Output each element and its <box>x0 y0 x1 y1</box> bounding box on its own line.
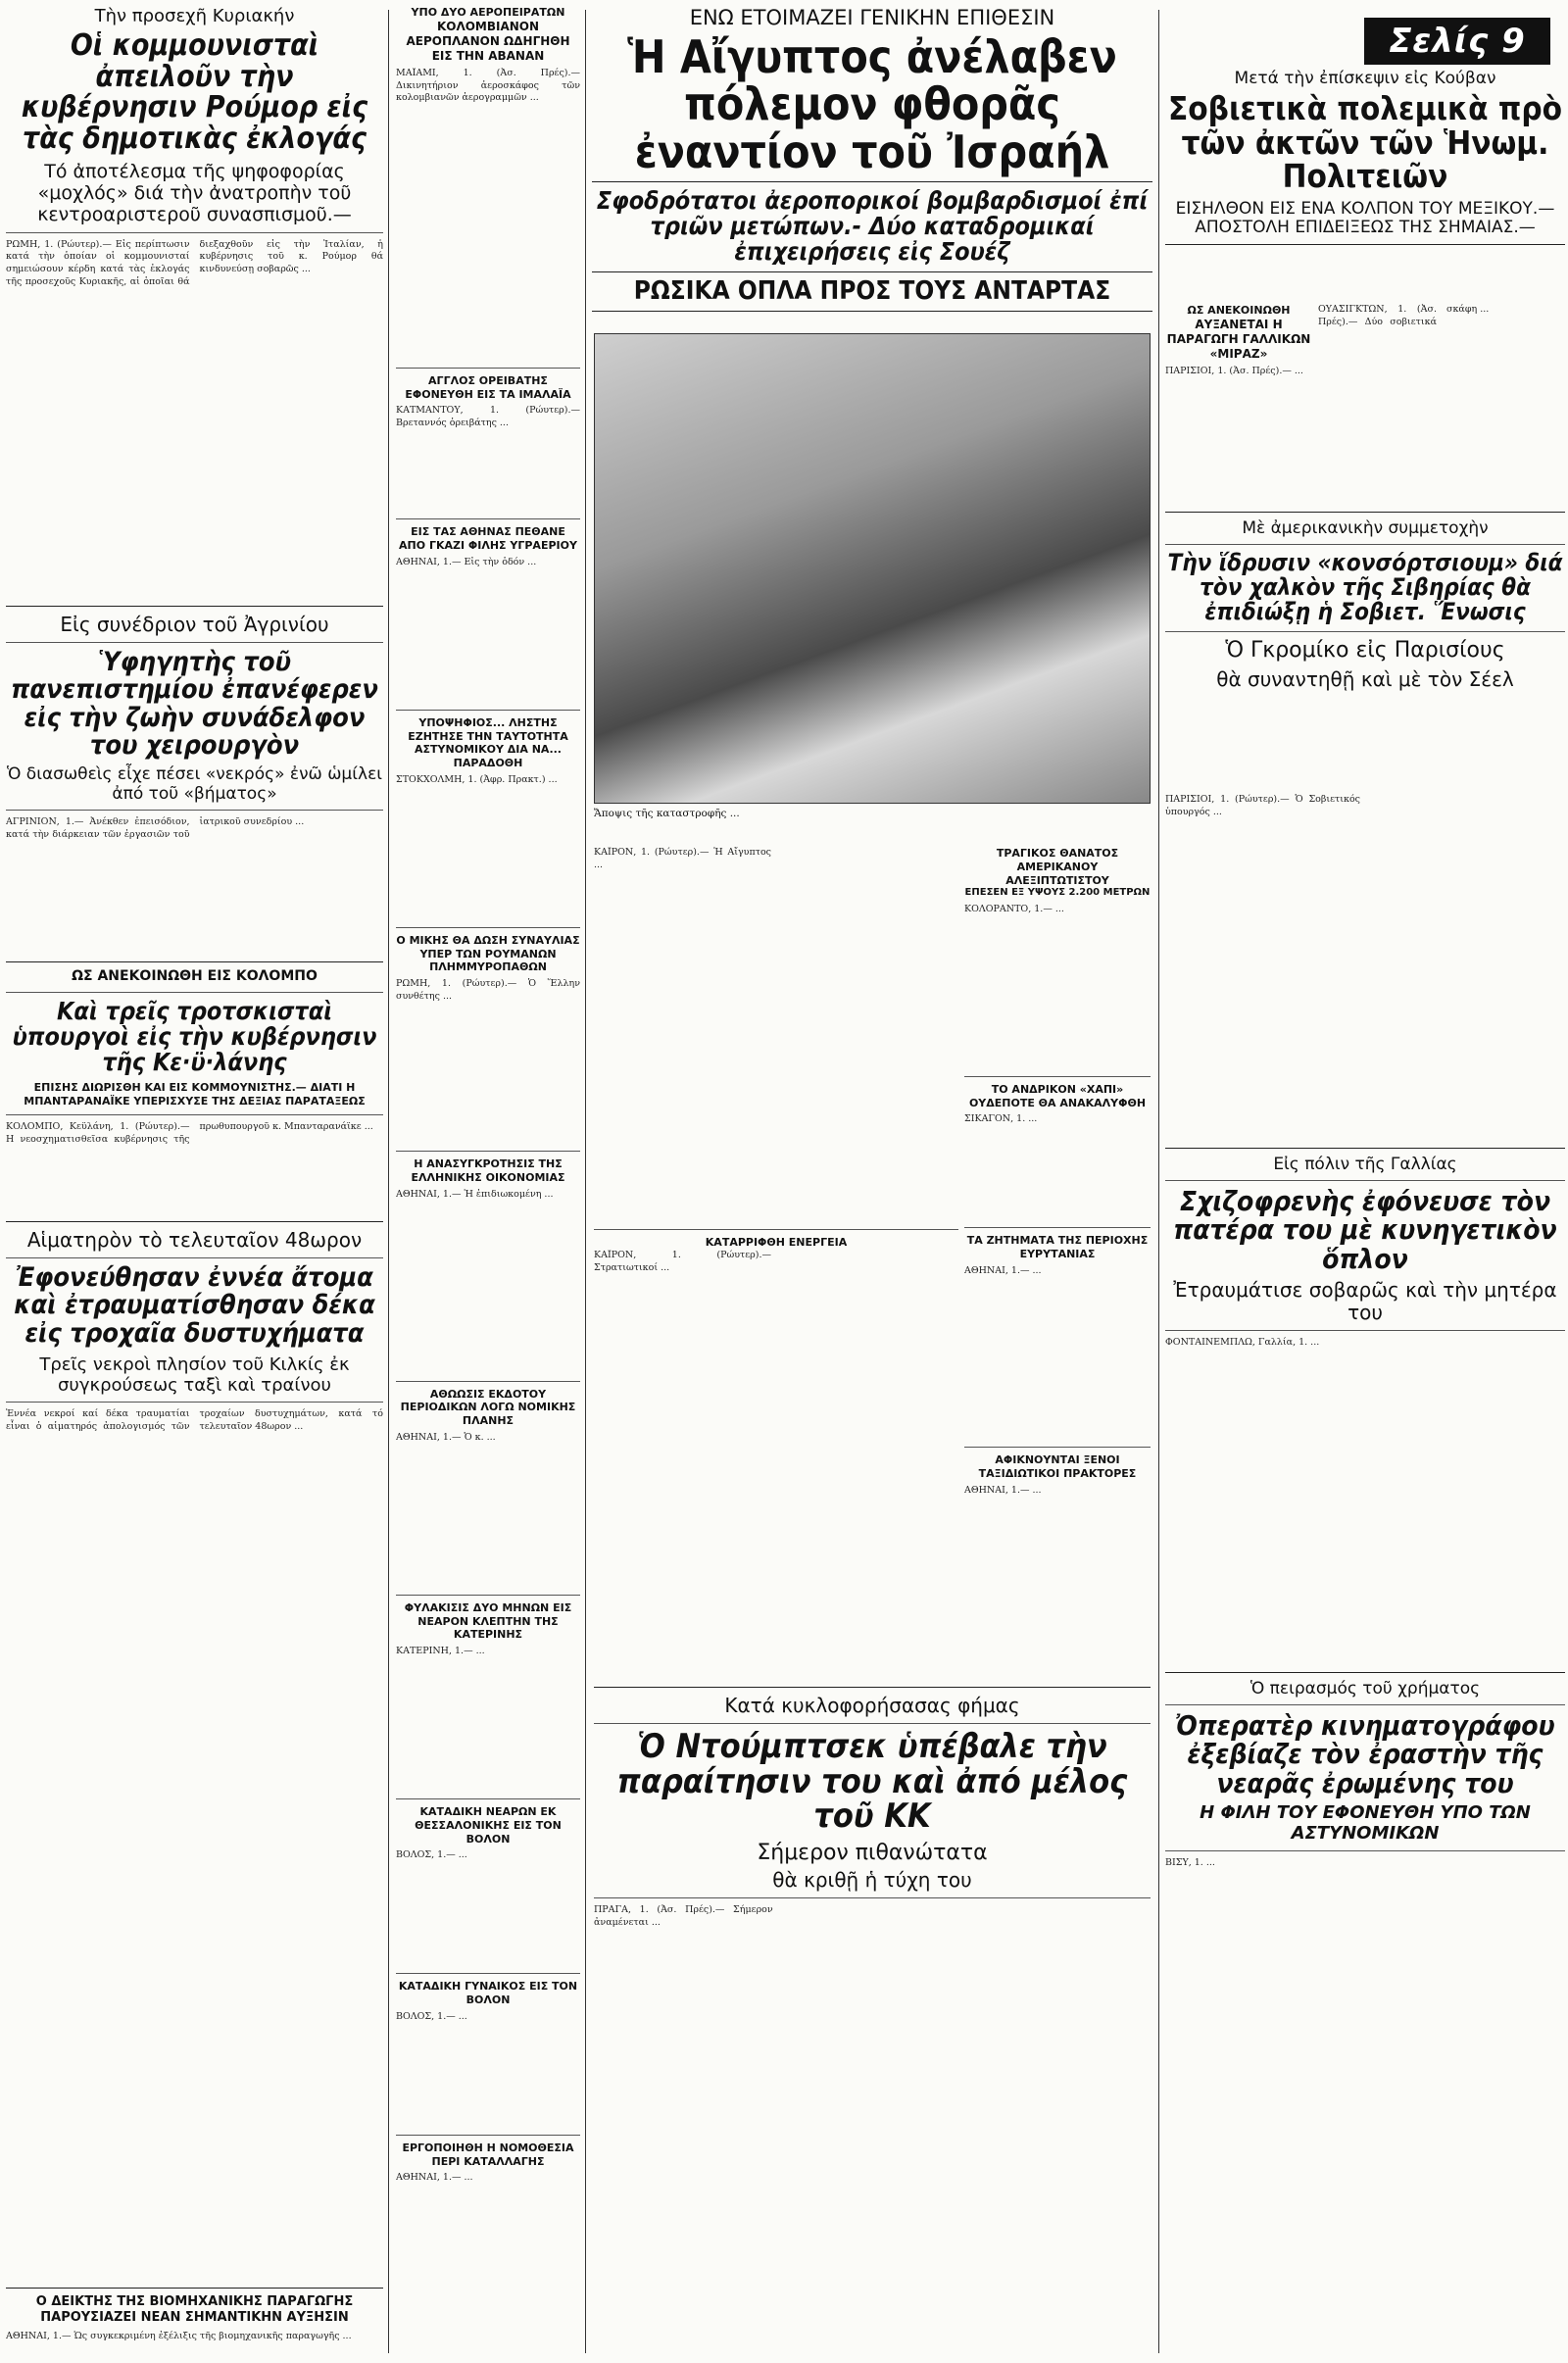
article-body: ΠΡΑΓΑ, 1. (Ἀσ. Πρές).— Σήμερον ἀναμένεται ... <box>594 1904 773 1929</box>
article-subheadline: Ἐτραυμάτισε σοβαρῶς καὶ τὴν μητέρα του <box>1173 1278 1557 1325</box>
article-subheadline: Ὁ Γκρομίκο εἰς Παρισίους <box>1225 637 1505 663</box>
lead-body: ΚΑΪΡΟΝ, 1. (Ρώυτερ).— Ἡ Αἴγυπτος ... <box>594 847 771 870</box>
article-headline: Καὶ τρεῖς τροτσκισταὶ ὑπουργοὶ εἰς τὴν κυβέρνησιν τῆς Κε·ϋ·λάνης <box>12 996 377 1076</box>
article-headline: Ἐφονεύθησαν ἐννέα ἄτομα καὶ ἐτραυματίσθησαν δέκα εἰς τροχαῖα δυστυχήματα <box>14 1262 375 1349</box>
article-r3-body: ΠΑΡΙΣΙΟΙ, 1. (Ρώυτερ).— Ὁ Σοβιετικός ὑπουργός ... <box>1165 794 1360 817</box>
brief-body: ΑΘΗΝΑΙ, 1.— Ἡ ἐπιδιωκομένη ... <box>396 1188 554 1200</box>
article-agrinio-congress <box>6 600 383 953</box>
article-kicker: Ὁ πειρασμός τοῦ χρήματος <box>1250 1679 1481 1698</box>
brief-headline: ΑΓΓΛΟΣ ΟΡΕΙΒΑΤΗΣ ΕΦΟΝΕΥΘΗ ΕΙΣ ΤΑ ΙΜΑΛΑΪΑ <box>405 373 571 401</box>
brief-body: ΑΘΗΝΑΙ, 1.— ... <box>964 1264 1042 1276</box>
lead-subheadline: Σφοδρότατοι ἀεροπορικοί βομβαρδισμοί ἐπί τριῶν μετώπων.- Δύο καταδρομικαί ἐπιχειρήσεις εἰς Σουέζ <box>596 185 1149 267</box>
brief-body: ΑΘΗΝΑΙ, 1.— Εἰς τὴν ὁδόν ... <box>396 556 537 567</box>
lead-headline: Ἡ Αἴγυπτος ἀνέλαβεν πόλεμον φθορᾶς ἐναντίον τοῦ Ἰσραήλ <box>627 30 1117 178</box>
article-siberia-consortium <box>1165 506 1565 790</box>
brief-headline: Η ΑΝΑΣΥΓΚΡΟΤΗΣΙΣ ΤΗΣ ΕΛΛΗΝΙΚΗΣ ΟΙΚΟΝΟΜΙΑΣ <box>411 1157 565 1184</box>
article-kicker: Τὴν προσεχῆ Κυριακήν <box>94 6 295 26</box>
article-ceylon <box>6 956 383 1210</box>
brief-body: ΡΩΜΗ, 1. (Ρώυτερ).— Ὁ Ἕλλην συνθέτης ... <box>396 978 580 1002</box>
brief-body: ΜΑΪΑΜΙ, 1. (Ἀσ. Πρές).— Δικινητήριον ἀεροσκάφος τῶν κολομβιανῶν ἀερογραμμῶν ... <box>396 67 580 104</box>
article-headline: Ὀπερατὲρ κινηματογράφου ἐξεβίαζε τὸν ἐραστὴν τῆς νεαρᾶς ἐρωμένης του <box>1175 1709 1555 1799</box>
brief-body: ΣΙΚΑΓΟΝ, 1. ... <box>964 1113 1038 1125</box>
article-subheadline-2: θὰ κριθῇ ἡ τύχη του <box>772 1868 972 1893</box>
briefs-stack <box>396 6 580 2358</box>
brief-headline: ΤΑ ΖΗΤΗΜΑΤΑ ΤΗΣ ΠΕΡΙΟΧΗΣ ΕΥΡΥΤΑΝΙΑΣ <box>966 1234 1149 1260</box>
article-headline: ΑΥΞΑΝΕΤΑΙ Η ΠΑΡΑΓΩΓΗ ΓΑΛΛΙΚΩΝ «ΜΙΡΑΖ» <box>1166 317 1311 361</box>
article-industrial-production <box>6 2282 383 2360</box>
brief-body: ΒΟΛΟΣ, 1.— ... <box>396 1849 467 1861</box>
article-kicker: Εἰς συνέδριον τοῦ Ἀγρινίου <box>60 613 329 636</box>
article-subheadline: Η ΦΙΛΗ ΤΟΥ ΕΦΟΝΕΥΘΗ ΥΠΟ ΤΩΝ ΑΣΤΥΝΟΜΙΚΩΝ <box>1200 1802 1531 1844</box>
article-headline: Σχιζοφρενὴς ἐφόνευσε τὸν πατέρα του μὲ κυνηγετικὸν ὅπλον <box>1173 1185 1557 1275</box>
brief-body: ΑΘΗΝΑΙ, 1.— Ὁ κ. ... <box>396 1431 496 1443</box>
column-right <box>1161 0 1568 2363</box>
article-subheadline: Σήμερον πιθανώτατα <box>757 1841 988 1866</box>
article-body: ΠΑΡΙΣΙΟΙ, 1. (Ἀσ. Πρές).— ... <box>1165 365 1303 376</box>
brief-body: ΚΑΤΕΡΙΝΗ, 1.— ... <box>396 1646 485 1656</box>
article-kicker: Κατά κυκλοφορήσασας φήμας <box>724 1694 1020 1717</box>
article-communists-threaten <box>6 6 383 594</box>
photo-destroyed-house <box>594 333 1151 804</box>
brief-headline: Ο ΜΙΚΗΣ ΘΑ ΔΩΣΗ ΣΥΝΑΥΛΙΑΣ ΥΠΕΡ ΤΩΝ ΡΟΥΜΑΝΩΝ ΠΛΗΜΜΥΡΟΠΑΘΩΝ <box>396 933 580 974</box>
brief-headline: ΦΥΛΑΚΙΣΙΣ ΔΥΟ ΜΗΝΩΝ ΕΙΣ ΝΕΑΡΟΝ ΚΛΕΠΤΗΝ ΤΗΣ ΚΑΤΕΡΙΝΗΣ <box>404 1600 572 1642</box>
article-film-operator <box>1165 1666 1565 2357</box>
article-kicker: Αἱματηρὸν τὸ τελευταῖον 48ωρον <box>26 1228 363 1252</box>
center-briefs-2: ΑΦΙΚΝΟΥΝΤΑΙ ΞΕΝΟΙ ΤΑΞΙΔΙΩΤΙΚΟΙ ΠΡΑΚΤΟΡΕΣ ΑΘΗΝΑΙ, 1.— ... <box>964 1441 1151 1666</box>
article-body: ΦΟΝΤΑΙΝΕΜΠΛΩ, Γαλλία, 1. ... <box>1165 1337 1320 1349</box>
article-headline: Τὴν ἵδρυσιν «κονσόρτσιουμ» διά τὸν χαλκὸν τῆς Σιβηρίας θὰ ἐπιδιώξῃ ἡ Σοβιετ. Ἕνωσις <box>1167 549 1563 626</box>
article-body: ΒΙΣΥ, 1. ... <box>1165 1856 1215 1868</box>
brief-body: ΚΟΛΟΡΑΝΤΟ, 1.— ... <box>964 903 1064 914</box>
brief-body: ΑΘΗΝΑΙ, 1.— ... <box>396 2172 473 2184</box>
article-kicker: Εἰς πόλιν τῆς Γαλλίας <box>1273 1155 1457 1174</box>
brief-body: ΣΤΟΚΧΟΛΜΗ, 1. (Ἀφρ. Πρακτ.) ... <box>396 773 558 785</box>
brief-headline: ΚΟΛΟΜΒΙΑΝΟΝ ΑΕΡΟΠΛΑΝΟΝ ΩΔΗΓΗΘΗ ΕΙΣ ΤΗΝ ΑΒΑΝΑΝ <box>406 19 570 63</box>
article-body: ΑΓΡΙΝΙΟΝ, 1.— Ἀνέκθεν ἐπεισόδιον, κατά τὴν διάρκειαν τῶν ἐργασιῶν τοῦ ἰατρικοῦ συνεδρίου ... <box>6 816 305 841</box>
article-r1-body: ΟΥΑΣΙΓΚΤΩΝ, 1. (Ἀσ. Πρές).— Δύο σοβιετικά σκάφη ... <box>1318 304 1490 327</box>
brief-headline: ΑΘΩΩΣΙΣ ΕΚΔΟΤΟΥ ΠΕΡΙΟΔΙΚΩΝ ΛΟΓΩ ΝΟΜΙΚΗΣ ΠΛΑΝΗΣ <box>400 1387 576 1427</box>
article-body: Ἐννέα νεκροί καί δέκα τραυματίαι εἶναι ὁ αἱματηρός ἀπολογισμός τῶν τροχαίων δυστυχημάτων, κατά τό τελευταῖον 48ωρον ... <box>6 1408 383 1433</box>
brief-headline: ΥΠΟΨΗΦΙΟΣ... ΛΗΣΤΗΣ ΕΖΗΤΗΣΕ ΤΗΝ ΤΑΥΤΟΤΗΤΑ ΑΣΤΥΝΟΜΙΚΟΥ ΔΙΑ ΝΑ... ΠΑΡΑΔΟΘΗ <box>408 715 568 769</box>
article-headline: Οἱ κομμουνισταὶ ἀπειλοῦν τὴν κυβέρνησιν Ρούμορ εἰς τὰς δημοτικὰς ἐκλογάς <box>21 28 368 156</box>
brief-sub: ΕΠΕΣΕΝ ΕΞ ΥΨΟΥΣ 2.200 ΜΕΤΡΩΝ <box>964 887 1151 899</box>
page-number-banner: Σελίς 9 <box>1364 18 1550 65</box>
brief-headline: ΚΑΤΑΔΙΚΗ ΓΥΝΑΙΚΟΣ ΕΙΣ ΤΟΝ ΒΟΛΟΝ <box>398 1980 578 2006</box>
article-headline: Ο ΔΕΙΚΤΗΣ ΤΗΣ ΒΙΟΜΗΧΑΝΙΚΗΣ ΠΑΡΑΓΩΓΗΣ ΠΑΡΟΥΣΙΑΖΕΙ ΝΕΑΝ ΣΗΜΑΝΤΙΚΗΝ ΑΥΞΗΣΙΝ <box>35 2294 354 2326</box>
center-lower-body: ΚΑΤΑΡΡΙΦΘΗ ΕΝΕΡΓΕΙΑ ΚΑΪΡΟΝ, 1. (Ρώυτερ).— Στρατιωτικοί ... <box>594 1223 958 1674</box>
column-briefs <box>392 0 583 2363</box>
column-center <box>588 0 1156 2363</box>
article-mirage <box>1165 304 1312 500</box>
article-dubcek <box>594 1681 1151 2357</box>
article-subheadline: Τό ἀποτέλεσμα τῆς ψηφοφορίας «μοχλός» διά τὴν ἀνατροπὴν τοῦ κεντροαριστεροῦ συνασπισμοῦ.— <box>37 161 352 225</box>
column-left <box>0 0 387 2363</box>
brief-headline: ΤΡΑΓΙΚΟΣ ΘΑΝΑΤΟΣ ΑΜΕΡΙΚΑΝΟΥ ΑΛΕΞΙΠΤΩΤΙΣΤΟΥ <box>996 847 1119 887</box>
article-body: ΚΟΛΟΜΠΟ, Κεϋλάνη, 1. (Ρώυτερ).— Η νεοσχηματισθεῖσα κυβέρνησις τῆς πρωθυπουργοῦ κ. Μπανταρανάϊκε ... <box>6 1120 373 1145</box>
article-headline: Ὑφηγητὴς τοῦ πανεπιστημίου ἐπανέφερεν εἰς τὴν ζωὴν συνάδελφον του χειρουργὸν <box>11 647 378 762</box>
brief-kicker: ΥΠΟ ΔΥΟ ΑΕΡΟΠΕΙΡΑΤΩΝ <box>411 6 565 19</box>
brief-headline: ΚΑΤΑΔΙΚΗ ΝΕΑΡΩΝ ΕΚ ΘΕΣΣΑΛΟΝΙΚΗΣ ΕΙΣ ΤΟΝ ΒΟΛΟΝ <box>415 1805 562 1846</box>
brief-headline: ΤΟ ΑΝΔΡΙΚΟΝ «ΧΑΠΙ» ΟΥΔΕΠΟΤΕ ΘΑ ΑΝΑΚΑΛΥΦΘΗ <box>968 1082 1147 1109</box>
article-subheadline: Τρεῖς νεκροὶ πλησίον τοῦ Κιλκίς ἐκ συγκρούσεως ταξὶ καὶ τραίνου <box>39 1354 350 1396</box>
brief-headline: ΕΙΣ ΤΑΣ ΑΘΗΝΑΣ ΠΕΘΑΝΕ ΑΠΟ ΓΚΑΖΙ ΦΙΛΗΣ ΥΓΡΑΕΡΙΟΥ <box>399 525 577 552</box>
brief-body: ΚΑΤΜΑΝΤΟΥ, 1. (Ρώυτερ).— Βρεταννός ὀρειβάτης ... <box>396 405 580 429</box>
article-subheadline: Ὁ διασωθεὶς εἶχε πέσει «νεκρός» ἐνῶ ὡμίλει ἀπό τοῦ «βήματος» <box>6 764 383 804</box>
brief-body: ΒΟΛΟΣ, 1.— ... <box>396 2010 467 2022</box>
article-body: ΑΘΗΝΑΙ, 1.— Ὡς συγκεκριμένη ἐξέλιξις τῆς βιομηχανικῆς παραγωγῆς ... <box>6 2330 352 2341</box>
center-briefs <box>964 847 1151 1435</box>
article-subheadline: ΕΙΣΗΛΘΟΝ ΕΙΣ ΕΝΑ ΚΟΛΠΟΝ ΤΟΥ ΜΕΞΙΚΟΥ.— ΑΠΟΣΤΟΛΗ ΕΠΙΔΕΙΞΕΩΣ ΤΗΣ ΣΗΜΑΙΑΣ.— <box>1175 198 1555 238</box>
article-subheadline: ΕΠΙΣΗΣ ΔΙΩΡΙΣΘΗ ΚΑΙ ΕΙΣ ΚΟΜΜΟΥΝΙΣΤΗΣ.— ΔΙΑΤΙ Η ΜΠΑΝΤΑΡΑΝΑΪΚΕ ΥΠΕΡΙΣΧΥΣΕ ΤΗΣ ΔΕΞΙΑΣ ΠΑΡΑΤΑΞΕΩΣ <box>24 1081 366 1108</box>
article-body: ΡΩΜΗ, 1. (Ρώυτερ).— Εἰς περίπτωσιν κατά τὴν ὁποίαν οἱ κομμουνισταί σημειώσουν κέρδη κατά τὰς ἐκλογάς τῆς προσεχοῦς Κυριακῆς, αἱ ὁποῖαι θά διεξαχθοῦν εἰς τὴν Ἰταλίαν, ἡ κυβέρνησις τοῦ κ. Ρούμορ θά κινδυνεύσῃ σοβαρῶς ... <box>6 238 383 287</box>
article-headline: Σοβιετικὰ πολεμικὰ πρὸ τῶν ἀκτῶν τῶν Ἡνωμ. Πολιτειῶν <box>1168 89 1562 196</box>
article-schizophrenic <box>1165 1142 1565 1661</box>
article-kicker: ΩΣ ΑΝΕΚΟΙΝΩΘΗ <box>1187 304 1291 317</box>
lead-kicker: ΕΝΩ ΕΤΟΙΜΑΖΕΙ ΓΕΝΙΚΗΝ ΕΠΙΘΕΣΙΝ <box>689 6 1055 29</box>
photo-caption: Ἄποψις τῆς καταστροφῆς ... <box>594 808 740 819</box>
article-kicker: Μετά τὴν ἐπίσκεψιν εἰς Κούβαν <box>1234 69 1496 88</box>
article-kicker: ΩΣ ΑΝΕΚΟΙΝΩΘΗ ΕΙΣ ΚΟΛΟΜΠΟ <box>72 968 318 984</box>
lead-headline-2: ΡΩΣΙΚΑ ΟΠΛΑ ΠΡΟΣ ΤΟΥΣ ΑΝΤΑΡΤΑΣ <box>633 275 1111 306</box>
article-road-accidents <box>6 1215 383 2274</box>
article-headline: Ὁ Ντούμπτσεκ ὑπέβαλε τὴν παραίτησιν του καὶ ἀπό μέλος τοῦ ΚΚ <box>616 1727 1128 1837</box>
brief-headline: ΕΡΓΟΠΟΙΗΘΗ Η ΝΟΜΟΘΕΣΙΑ ΠΕΡΙ ΚΑΤΑΛΛΑΓΗΣ <box>402 2141 574 2168</box>
article-kicker: Μὲ ἀμερικανικὴν συμμετοχὴν <box>1242 518 1489 538</box>
article-subheadline-2: θὰ συναντηθῇ καὶ μὲ τὸν Σέελ <box>1216 666 1514 691</box>
